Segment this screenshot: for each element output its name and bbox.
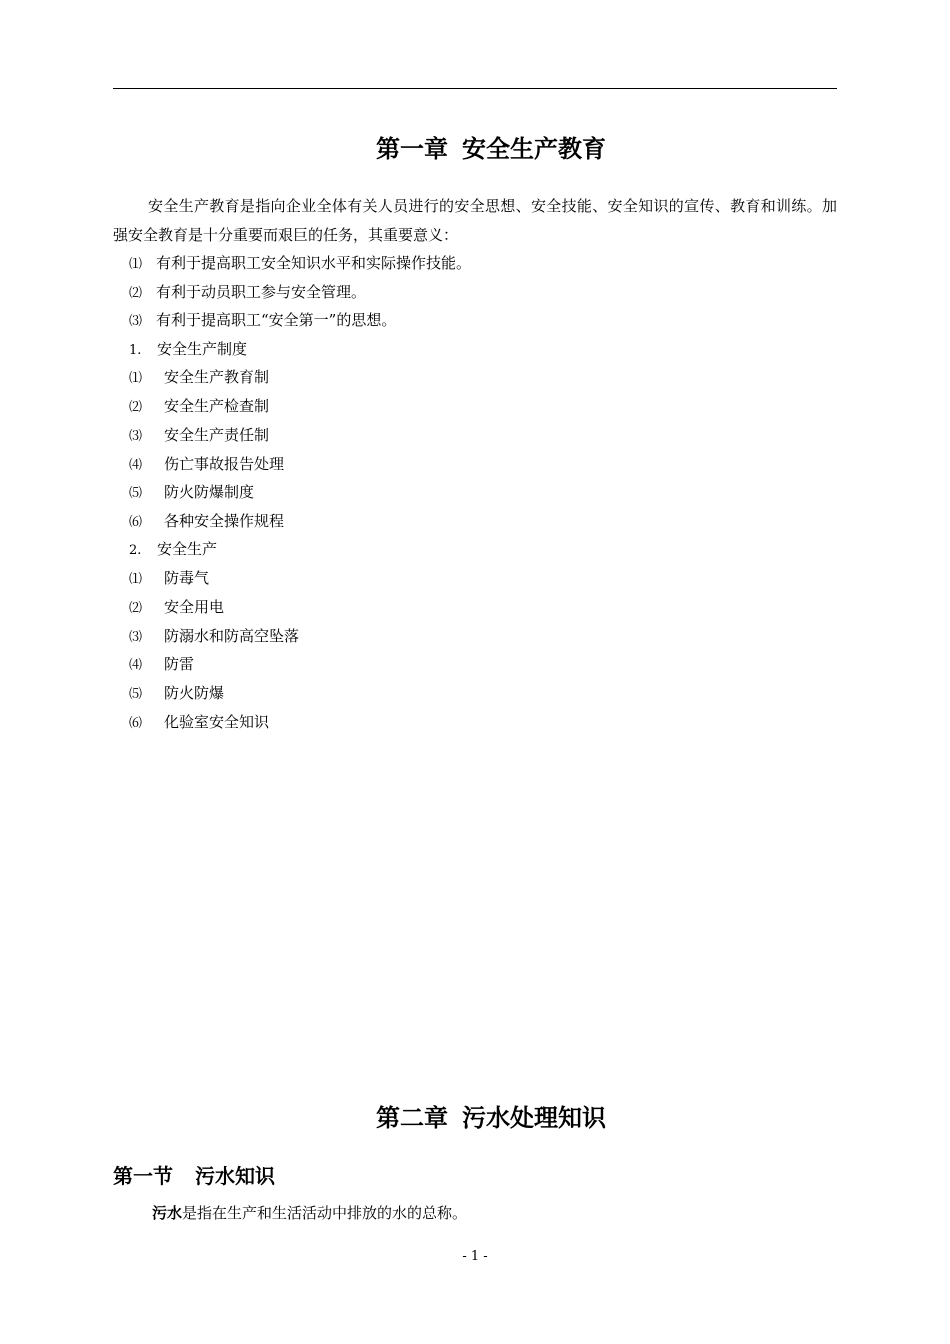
definition-term: 污水	[152, 1204, 183, 1222]
item-text: 化验室安全知识	[164, 713, 270, 731]
item-marker: ⑶	[129, 630, 143, 645]
chapter-2-number: 第二章	[376, 1104, 448, 1132]
list-item	[129, 568, 209, 590]
item-text: 防毒气	[164, 569, 210, 587]
item-text: 安全生产检查制	[164, 397, 270, 415]
list-item	[129, 654, 194, 676]
list-item	[129, 367, 269, 389]
item-marker: ⑹	[129, 716, 143, 731]
section-heading-safety-system	[129, 339, 247, 361]
section-heading-safe-production	[129, 539, 217, 561]
list-item	[129, 683, 224, 705]
list-item	[129, 597, 224, 619]
item-marker: ⑵	[129, 286, 143, 301]
list-item	[129, 454, 284, 476]
section-heading-text: 安全生产制度	[157, 340, 248, 358]
item-marker: ⑴	[129, 371, 143, 386]
definition-text: 是指在生产和生活活动中排放的水的总称。	[182, 1204, 468, 1222]
item-marker: ⑹	[129, 515, 143, 530]
chapter-1-title	[113, 134, 869, 164]
item-marker: ⑴	[129, 572, 143, 587]
significance-item	[129, 253, 471, 275]
section-heading: 污水知识	[195, 1164, 275, 1188]
item-text: 安全生产教育制	[164, 368, 270, 386]
page-number: - 1 -	[462, 1249, 488, 1264]
list-item	[129, 396, 269, 418]
significance-item	[129, 310, 396, 332]
item-text: 安全生产责任制	[164, 426, 270, 444]
chapter-1-heading: 安全生产教育	[462, 135, 606, 163]
sewage-definition	[152, 1202, 467, 1224]
item-text: 防溺水和防高空坠落	[164, 627, 300, 645]
item-marker: ⑴	[129, 257, 143, 272]
header-rule	[113, 88, 837, 89]
chapter-1-number: 第一章	[376, 135, 448, 163]
item-text: 有利于动员职工参与安全管理。	[156, 283, 367, 301]
chapter-2-heading: 污水处理知识	[462, 1104, 606, 1132]
item-marker: ⑵	[129, 400, 143, 415]
section-title	[113, 1163, 275, 1189]
section-number: 1.	[129, 343, 142, 358]
section-heading-text: 安全生产	[157, 540, 218, 558]
item-text: 防火防爆	[164, 684, 225, 702]
significance-item	[129, 282, 366, 304]
list-item	[129, 511, 284, 533]
list-item	[129, 626, 299, 648]
item-marker: ⑵	[129, 601, 143, 616]
item-text: 防雷	[164, 655, 195, 673]
list-item	[129, 482, 254, 504]
item-text: 有利于提高职工安全知识水平和实际操作技能。	[156, 254, 472, 272]
list-item	[129, 425, 269, 447]
item-text: 各种安全操作规程	[164, 512, 285, 530]
item-marker: ⑷	[129, 658, 143, 673]
item-text: 防火防爆制度	[164, 483, 255, 501]
item-marker: ⑸	[129, 486, 143, 501]
chapter-1-intro: 安全生产教育是指向企业全体有关人员进行的安全思想、安全技能、安全知识的宣传、教育和训练。加强安全教育是十分重要而艰巨的任务，其重要意义：	[113, 197, 837, 244]
item-marker: ⑶	[129, 314, 143, 329]
item-text: 安全用电	[164, 598, 225, 616]
section-number: 2.	[129, 543, 142, 558]
section-number: 第一节	[113, 1164, 173, 1188]
list-item	[129, 712, 269, 734]
item-marker: ⑸	[129, 687, 143, 702]
item-marker: ⑷	[129, 458, 143, 473]
chapter-2-title	[113, 1103, 869, 1133]
item-text: 有利于提高职工“安全第一”的思想。	[156, 311, 397, 329]
item-text: 伤亡事故报告处理	[164, 455, 285, 473]
item-marker: ⑶	[129, 429, 143, 444]
